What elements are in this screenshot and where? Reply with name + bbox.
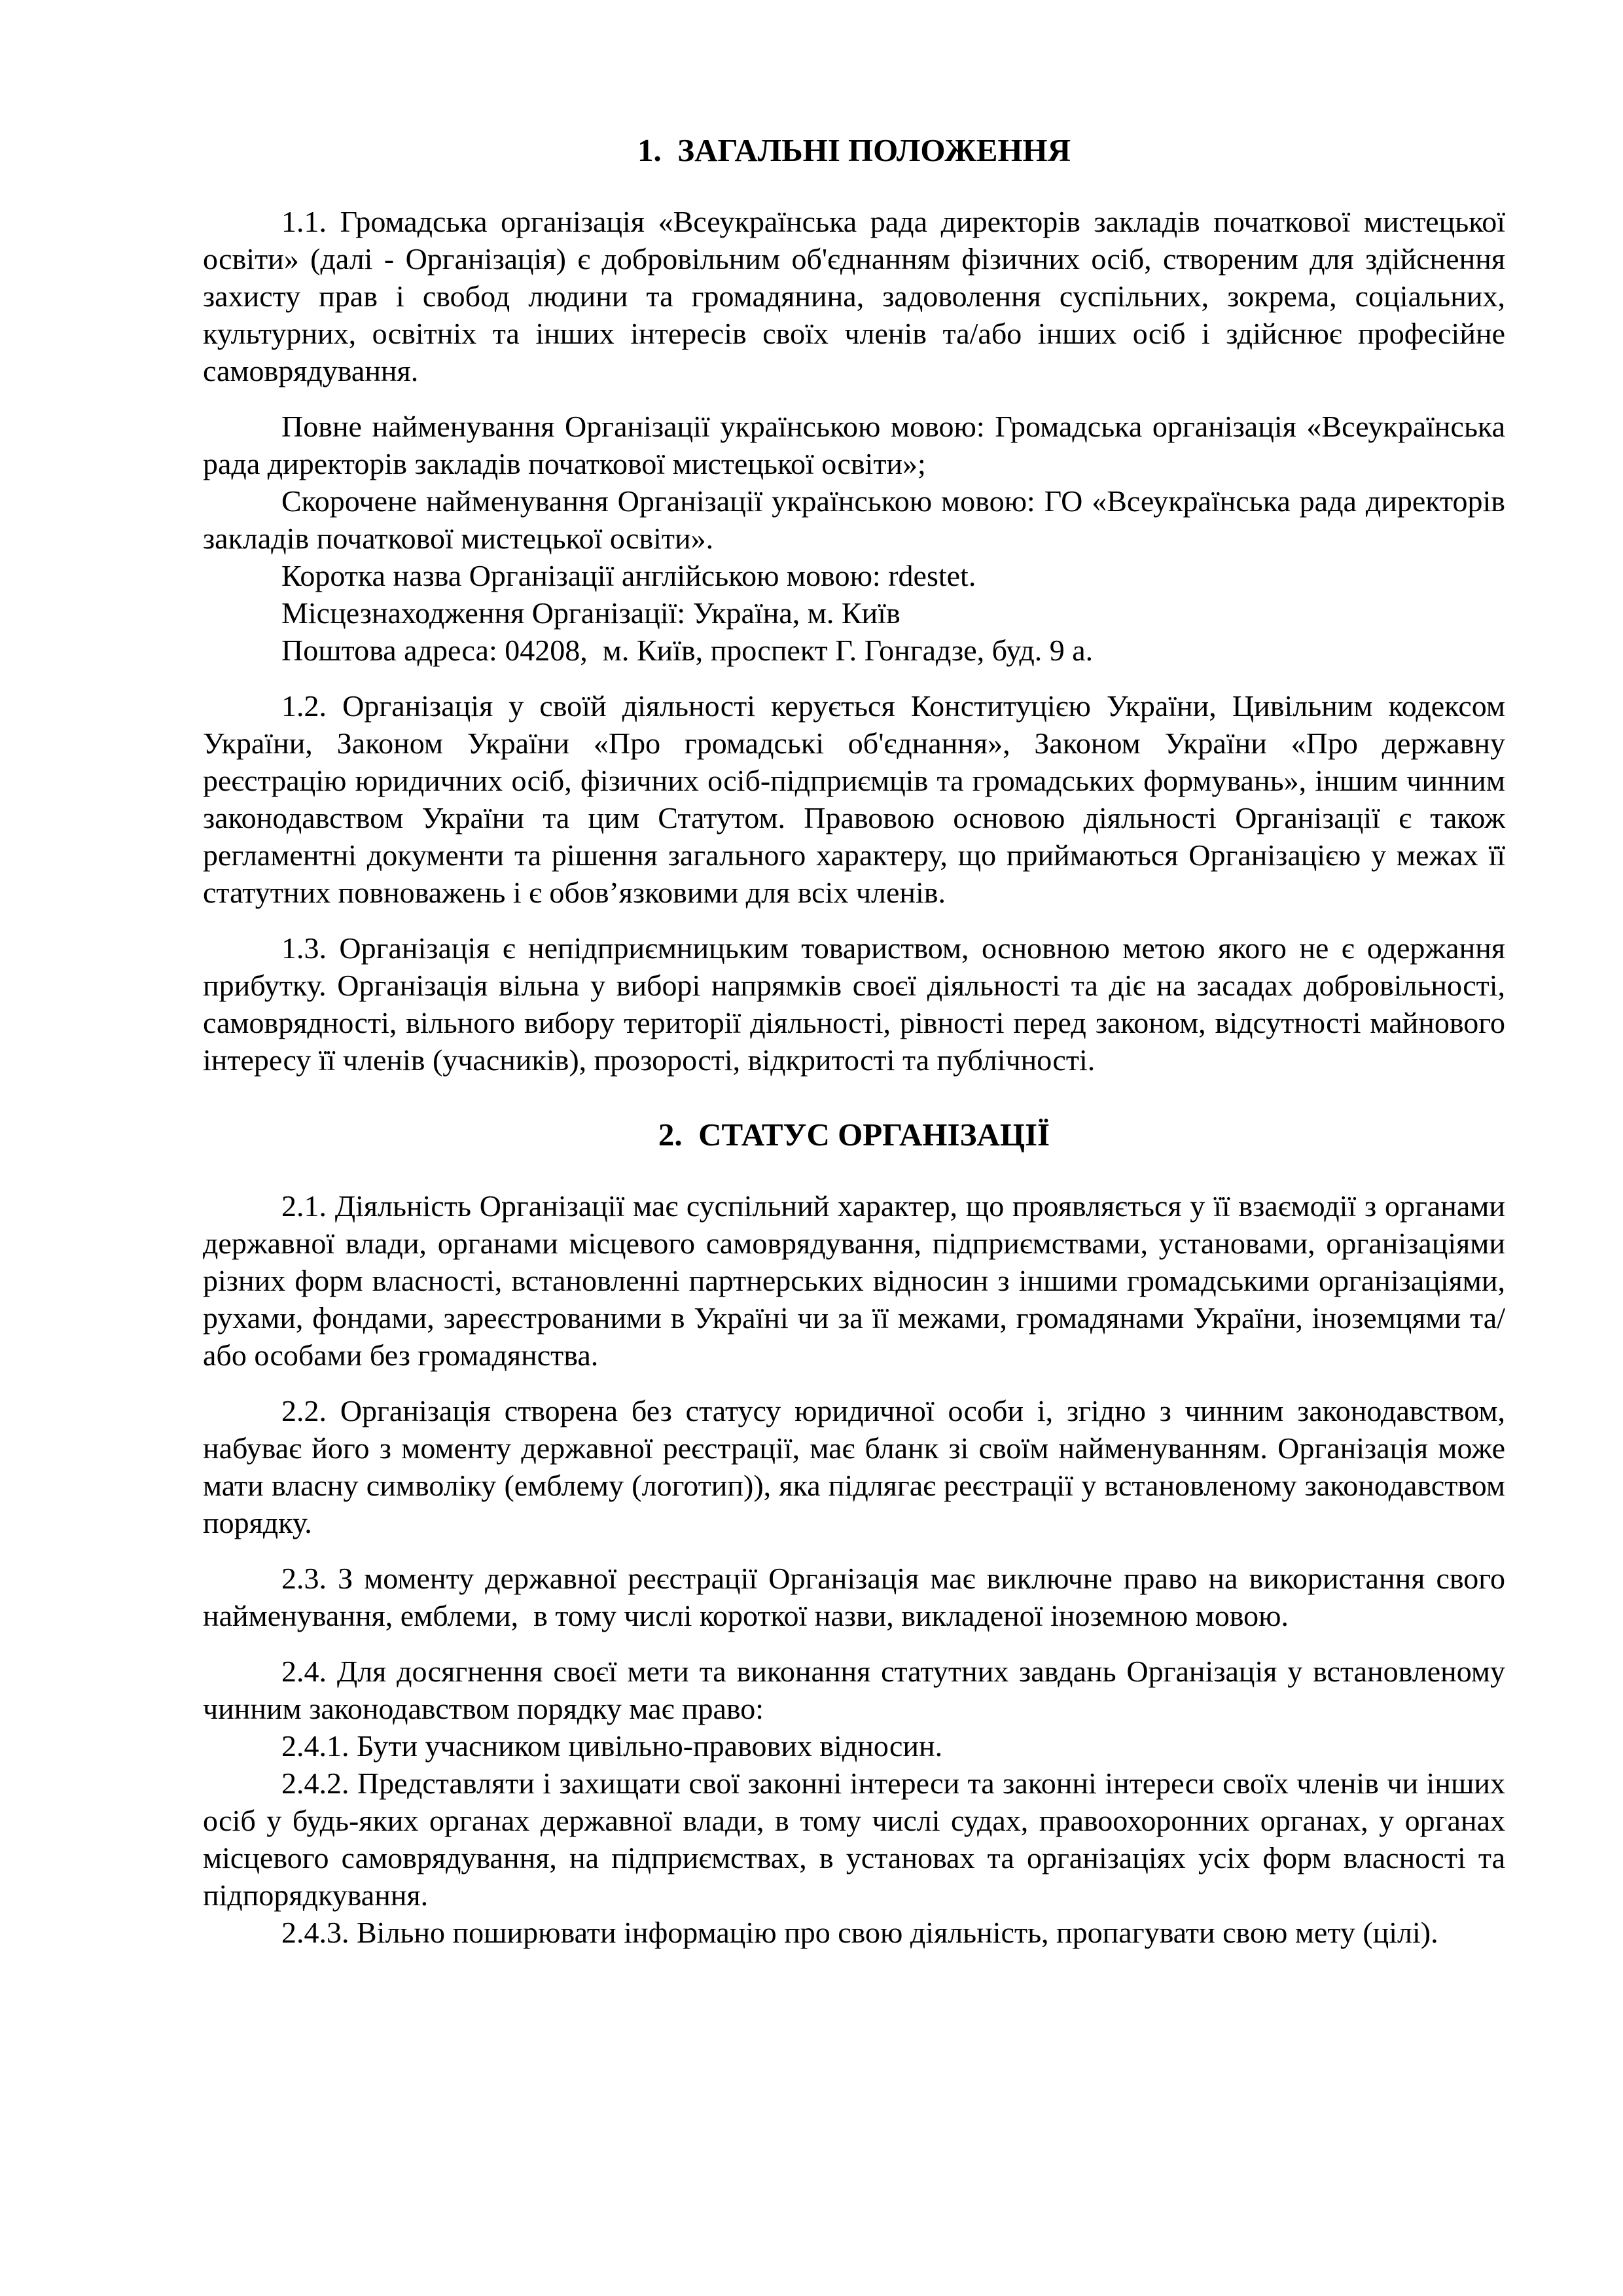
- paragraph-1-2: 1.2. Організація у своїй діяльності керується Конституцією України, Цивільним кодексом України, Законом України «Про громадські об'єднання», Законом України «Про державну реєстрацію юридичних осіб, фізичних осіб-підприємців та громадських формувань», іншим чинним законодавством України та цим Статутом. Правовою основою діяльності Організації є також регламентні документи та рішення загального характеру, що приймаються Організацією у межах її статутних повноважень і є обов’язковими для всіх членів.: [203, 689, 1513, 909]
- paragraph-location: Місцезнаходження Організації: Україна, м. Київ: [281, 596, 901, 630]
- paragraph-2-1: 2.1. Діяльність Організації має суспільний характер, що проявляється у її взаємодії з органами державної влади, органами місцевого самоврядування, підприємствами, установами, організаціями різних форм власності, встановленні партнерських відносин з іншими громадськими організаціями, рухами, фондами, зареєстрованими в Україні чи за її межами, громадянами України, іноземцями та/або особами без громадянства.: [203, 1189, 1513, 1372]
- paragraph-full-name: Повне найменування Організації українською мовою: Громадська організація «Всеукраїнська рада директорів закладів початкової мистецької освіти»;: [203, 410, 1513, 480]
- paragraph-name-english: Коротка назва Організації англійською мовою: rdestet.: [281, 559, 976, 592]
- paragraph-1-3: 1.3. Організація є непідприємницьким товариством, основною метою якого не є одержання прибутку. Організація вільна у виборі напрямків своєї діяльності та діє на засадах добровільності, самоврядності, вільного вибору території діяльності, рівності перед законом, відсутності майнового інтересу її членів (учасників), прозорості, відкритості та публічності.: [203, 931, 1513, 1077]
- paragraph-2-4: 2.4. Для досягнення своєї мети та виконання статутних завдань Організація у встановленому чинним законодавством порядку має право:: [203, 1655, 1513, 1725]
- paragraph-2-2: 2.2. Організація створена без статусу юридичної особи і, згідно з чинним законодавством, набуває його з моменту державної реєстрації, має бланк зі своїм найменуванням. Організація може мати власну символіку (емблему (логотип)), яка підлягає реєстрації у встановленому законодавством порядку.: [203, 1394, 1513, 1539]
- paragraph-2-4-2: 2.4.2. Представляти і захищати свої законні інтереси та законні інтереси своїх членів чи інших осіб у будь-яких органах державної влади, в тому числі судах, правоохоронних органах, у органах місцевого самоврядування, на підприємствах, в установах та організаціях усіх форм власності та підпорядкування.: [203, 1767, 1513, 1912]
- paragraph-postal-address: Поштова адреса: 04208, м. Київ, проспект Г. Гонгадзе, буд. 9 а.: [281, 634, 1094, 667]
- paragraph-1-1: 1.1. Громадська організація «Всеукраїнська рада директорів закладів початкової мистецької освіти» (далі - Організація) є добровільним об'єднанням фізичних осіб, створеним для здійснення захисту прав і свобод людини та громадянина, задоволення суспільних, зокрема, соціальних, культурних, освітніх та інших інтересів своїх членів та/або інших осіб і здійснює професійне самоврядування.: [203, 205, 1513, 387]
- paragraph-2-3: 2.3. З моменту державної реєстрації Організація має виключне право на використання свого найменування, емблеми, в тому числі короткої назви, викладеної іноземною мовою.: [203, 1562, 1513, 1632]
- paragraph-2-4-1: 2.4.1. Бути учасником цивільно-правових відносин.: [281, 1729, 943, 1763]
- paragraph-short-name: Скорочене найменування Організації українською мовою: ГО «Всеукраїнська рада директорів закладів початкової мистецької освіти».: [203, 484, 1513, 555]
- section-2-heading: 2. СТАТУС ОРГАНІЗАЦІЇ: [658, 1117, 1050, 1153]
- paragraph-2-4-3: 2.4.3. Вільно поширювати інформацію про свою діяльність, пропагувати свою мету (цілі).: [281, 1916, 1438, 1949]
- section-1-heading: 1. ЗАГАЛЬНІ ПОЛОЖЕННЯ: [637, 132, 1071, 168]
